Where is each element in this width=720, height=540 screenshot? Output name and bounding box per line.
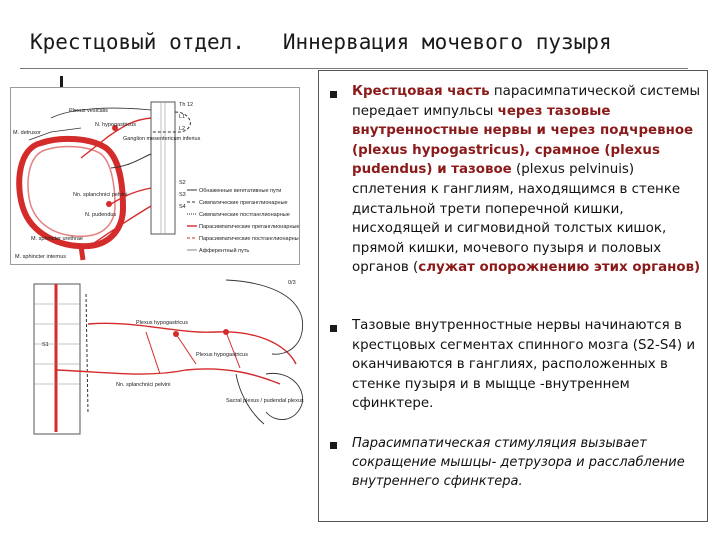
bullet-pelvic-nerves: Тазовые внутренностные нервы начинаются в крестцовых сегментах спинного мозга (S2-S4) и оканчиваются в ганглиях, расположенных в стенке пузыря и в мыщце -внутреннем сфинктере.	[352, 318, 696, 412]
label-s4: S4	[179, 204, 186, 210]
bullet-marker	[330, 325, 337, 332]
slide-title: Крестцовый отдел. Иннервация мочевого пузыря	[30, 30, 612, 54]
spinal-outline	[161, 102, 165, 234]
label-n-hypogastricus: N. hypogastricus	[95, 122, 136, 128]
ganglion-node	[106, 201, 112, 207]
label-l2: L2	[179, 126, 186, 132]
label-ganglion: Ganglion mesentericum inferius	[123, 136, 201, 142]
legend-item: Парасимпатические преганглионарные	[199, 224, 299, 230]
label-nn-splanchnici: Nn. splanchnici pelvini	[73, 192, 128, 198]
legend-item: Афферентный путь	[199, 248, 250, 254]
label-th12: Th 12	[179, 102, 194, 108]
label-sacral-plexus: Sacral plexus / pudendal plexus	[226, 398, 304, 404]
legend-item: Парасимпатические постганглионарные	[199, 236, 299, 242]
label-nn-splanchnici: Nn. splanchnici pelvini	[116, 382, 171, 388]
text-bold: через тазовые внутренностные нервы и через подчревное (plexus hypogastricus), срамное (plexus pudendus) и тазовое	[352, 103, 694, 178]
legend-item: Обнаженные вегетативные пути	[199, 188, 282, 194]
label-plexus-hypogastricus: Plexus hypogastricus	[136, 320, 188, 326]
label-s1: S1	[42, 342, 49, 348]
ganglion-node	[223, 329, 229, 335]
bullet-sacral-parasympathetic	[352, 82, 704, 278]
label-l1: L1	[179, 114, 186, 120]
diagram-legend	[187, 188, 299, 254]
ganglion-node	[173, 331, 179, 337]
bladder-innervation-diagram	[10, 87, 300, 265]
title-divider	[20, 68, 688, 69]
urethra	[81, 246, 83, 260]
colon-outline	[226, 280, 303, 354]
legend-item: Симпатические преганглионарные	[199, 200, 288, 206]
text-bold: служат опорожнению этих органов)	[418, 260, 701, 276]
bullet-stimulation: Парасимпатическая стимуляция вызывает сокращение мышцы- детрузора и расслабление внутреннего сфинктера.	[352, 436, 685, 489]
label-plexus-hypogastricus-2: Plexus hypogastricus	[196, 352, 248, 358]
text-run: (plexus pelvinuis) сплетения к ганглиям, находящимся в стенке дистальной трети поперечной кишки, нисходящей и сигмовидной толстых кишок, прямой кишки, мочевого пузыря и половых органов (	[352, 162, 681, 276]
legend-item: Симпатические постганглионарные	[199, 212, 290, 218]
text-run: парасимпатической системы передает импульсы	[352, 84, 701, 119]
pelvic-diagram-svg	[26, 274, 310, 442]
text-bold: Крестцовая часть	[352, 84, 490, 99]
bullet-marker	[330, 91, 337, 98]
label-m-sphincter-internus: M. sphincter internus	[15, 254, 67, 260]
spinal-cord	[151, 102, 175, 234]
label-m-detrusor: M. detrusor	[13, 130, 41, 136]
label-number: 0/3	[288, 280, 296, 286]
label-plexus-vesicalis: Plexus vesicalis	[69, 108, 108, 114]
label-s3: S3	[179, 192, 186, 198]
label-n-pudendus: N. pudendus	[85, 212, 117, 218]
bladder-diagram-svg	[11, 88, 299, 264]
label-s2: S2	[179, 180, 186, 186]
label-m-sphincter-urethrae: M. sphincter urethrae	[31, 236, 83, 242]
pelvic-plexus-diagram	[26, 274, 310, 442]
sympathetic-chain	[86, 294, 88, 414]
bullet-marker	[330, 442, 337, 449]
